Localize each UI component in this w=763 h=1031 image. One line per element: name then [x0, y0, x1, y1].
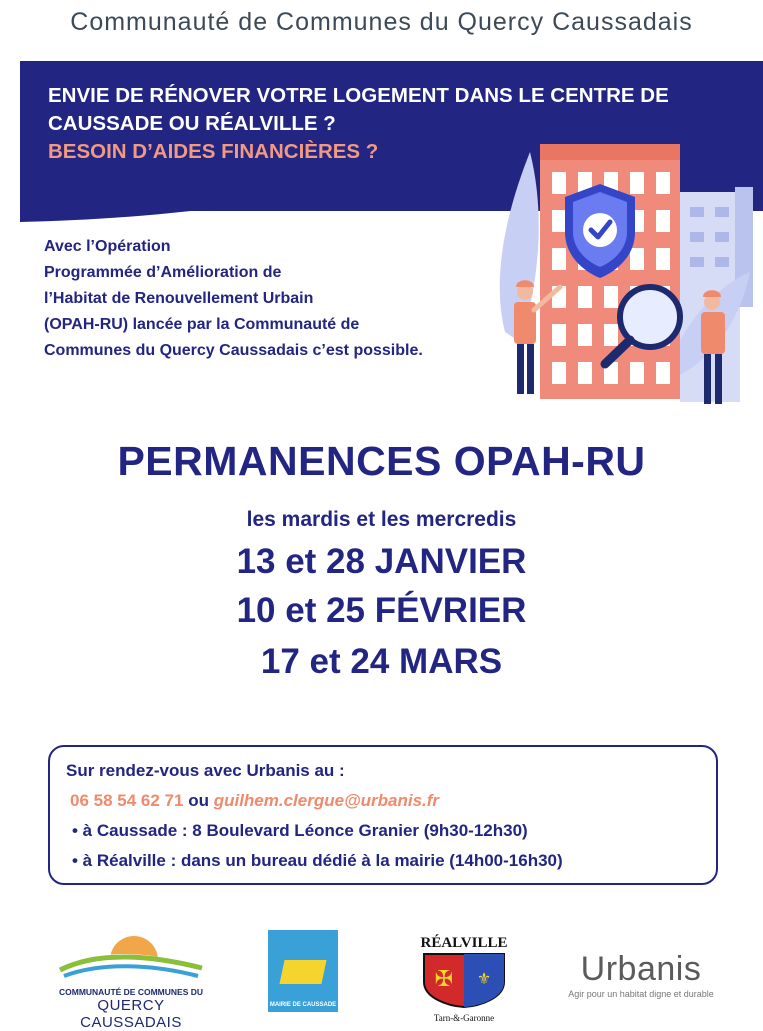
mairie-logo-shape: [279, 960, 326, 984]
date-february: 10 et 25 FÉVRIER: [236, 591, 527, 630]
location-realville: • à Réalville : dans un bureau dédié à la mairie (14h00-16h30): [72, 851, 563, 870]
intro-paragraph: [44, 234, 514, 364]
realville-logo: [410, 935, 518, 1023]
svg-text:⚜: ⚜: [476, 969, 492, 988]
permanences-title: PERMANENCES OPAH-RU: [117, 438, 646, 484]
contact-line: [70, 791, 439, 811]
location-caussade: • à Caussade : 8 Boulevard Léonce Granier (9h30-12h30): [72, 821, 528, 840]
intro-line: Programmée d’Amélioration de: [44, 264, 282, 281]
urbanis-logo: [556, 950, 726, 1010]
headline-line-1: ENVIE DE RÉNOVER VOTRE LOGEMENT DANS LE CENTRE DE: [48, 84, 669, 107]
ccqc-logo: [56, 930, 206, 1031]
permanences-days: les mardis et les mercredis: [246, 508, 517, 531]
intro-line: (OPAH-RU) lancée par la Communauté de: [44, 316, 360, 333]
ccqc-line1: COMMUNAUTÉ DE COMMUNES DU: [58, 987, 204, 997]
urbanis-name: Urbanis: [580, 950, 702, 988]
realville-crest: [410, 952, 518, 1008]
organization-title: Communauté de Communes du Quercy Caussadais: [70, 8, 693, 36]
realville-name: RÉALVILLE: [420, 935, 508, 951]
intro-line: Communes du Quercy Caussadais c’est possible.: [44, 342, 423, 359]
svg-text:✠: ✠: [434, 967, 454, 992]
or-text: ou: [188, 791, 209, 810]
intro-line: l’Habitat de Renouvellement Urbain: [44, 290, 314, 307]
mairie-caussade-logo: [268, 930, 338, 1012]
intro-line: Avec l’Opération: [44, 238, 171, 255]
appointment-intro: Sur rendez-vous avec Urbanis au :: [66, 761, 345, 780]
building-illustration: [490, 132, 758, 422]
date-january: 13 et 28 JANVIER: [236, 542, 527, 581]
date-march: 17 et 24 MARS: [260, 642, 503, 681]
urbanis-tagline: Agir pour un habitat digne et durable: [568, 989, 714, 999]
phone-number[interactable]: 06 58 54 62 71: [70, 791, 184, 810]
ccqc-logo-mark: [56, 930, 206, 982]
email-link[interactable]: guilhem.clergue@urbanis.fr: [213, 791, 440, 810]
realville-sub: Tarn-&-Garonne: [433, 1013, 495, 1023]
headline-line-3: BESOIN D’AIDES FINANCIÈRES ?: [48, 140, 379, 163]
headline-line-2: CAUSSADE OU RÉALVILLE ?: [48, 112, 336, 135]
ccqc-line2: QUERCY CAUSSADAIS: [80, 997, 182, 1031]
mairie-label: MAIRIE DE CAUSSADE: [269, 1002, 337, 1008]
